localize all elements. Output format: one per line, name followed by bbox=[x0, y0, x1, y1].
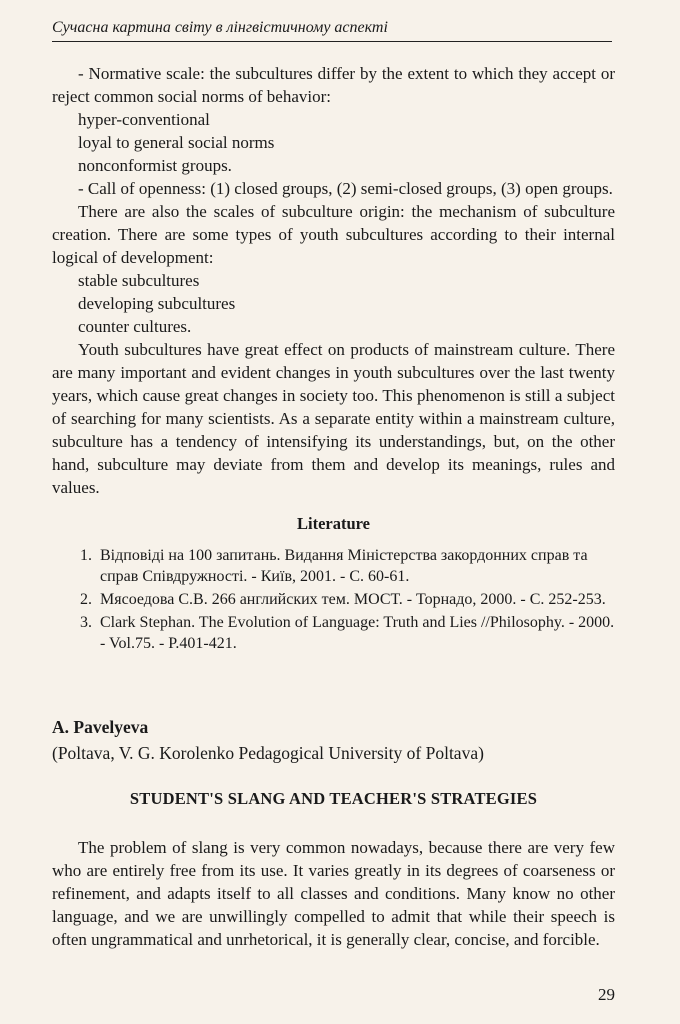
list-item: stable subcultures bbox=[78, 271, 200, 290]
reference-item bbox=[52, 545, 615, 587]
reference-text: Clark Stephan. The Evolution of Language: Truth and Lies //Philosophy. - 2000. - Vol.75. - P.401-421. bbox=[100, 614, 615, 652]
list-item: loyal to general social norms bbox=[78, 133, 275, 152]
slang-paragraph: The problem of slang is very common nowadays, because there are very few who are entirely free from its use. It varies greatly in its degrees of coarseness or refinement, and adapts itself to all classes and conditions. Many know no other language, and we are unwillingly compelled to admit that while their speech is often ungrammatical and unrhetorical, it is generally clear, concise, and forcible. bbox=[52, 838, 615, 949]
reference-number: 1. bbox=[80, 547, 92, 564]
reference-text: Мясоедова С.В. 266 английских тем. МОСТ. - Торнадо, 2000. - С. 252-253. bbox=[100, 591, 606, 608]
reference-number: 2. bbox=[80, 591, 92, 608]
reference-number: 3. bbox=[80, 614, 92, 631]
literature-heading: Literature bbox=[296, 514, 370, 533]
normative-scale-paragraph: - Normative scale: the subcultures differ by the extent to which they accept or reject common social norms of behavior: bbox=[52, 64, 615, 106]
list-item: nonconformist groups. bbox=[78, 156, 232, 175]
article-title: STUDENT'S SLANG AND TEACHER'S STRATEGIES bbox=[129, 789, 538, 808]
running-header: Сучасна картина світу в лінгвістичному аспекті bbox=[52, 18, 612, 42]
youth-effect-paragraph: Youth subcultures have great effect on products of mainstream culture. There are many important and evident changes in youth subcultures over the last twenty years, which cause great changes in society too. This phenomenon is still a subject of searching for many scientists. As a separate entity within a mainstream culture, subculture has a tendency of intensifying its understandings, but, on the other hand, subculture may deviate from them and develop its meanings, rules and values. bbox=[52, 340, 615, 497]
author-name: A. Pavelyeva bbox=[52, 717, 149, 737]
reference-item bbox=[52, 612, 615, 654]
page-number: 29 bbox=[598, 985, 615, 1004]
page-body bbox=[52, 62, 615, 951]
reference-text: Відповіді на 100 запитань. Видання Міністерства закордонних справ та справ Співдружності. - Київ, 2001. - С. 60-61. bbox=[100, 547, 588, 585]
list-item: hyper-conventional bbox=[78, 110, 210, 129]
origin-paragraph: There are also the scales of subculture origin: the mechanism of subculture creation. There are some types of youth subcultures according to their internal logical of development: bbox=[52, 202, 615, 267]
reference-item bbox=[52, 589, 615, 610]
references-list bbox=[52, 545, 615, 654]
author-affiliation: (Poltava, V. G. Korolenko Pedagogical University of Poltava) bbox=[52, 743, 484, 763]
openness-paragraph: - Call of openness: (1) closed groups, (2) semi-closed groups, (3) open groups. bbox=[78, 179, 613, 198]
list-item: counter cultures. bbox=[78, 317, 192, 336]
list-item: developing subcultures bbox=[78, 294, 236, 313]
